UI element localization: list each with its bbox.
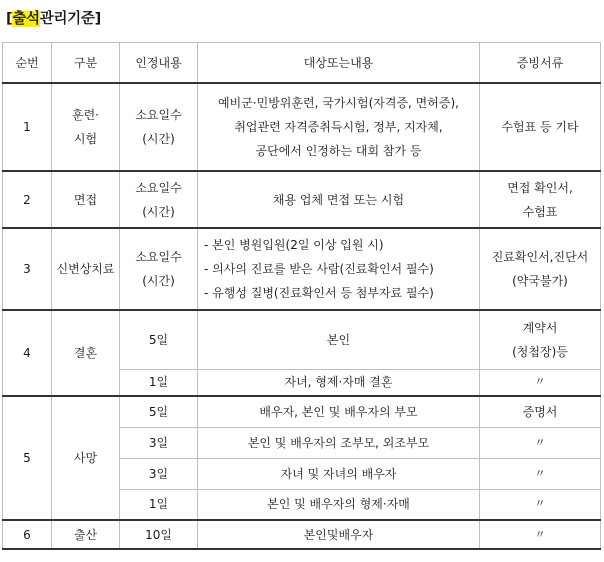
row-content: 자녀, 형제·자매 결혼 [198, 369, 480, 396]
row-content: 채용 업체 면접 또는 시험 [198, 171, 480, 228]
row-content: 예비군·민방위훈련, 국가시험(자격증, 면허증), 취업관련 자격증취득시험, 정부, 지자체, 공단에서 인정하는 대회 참가 등 [198, 83, 480, 171]
row-evidence: 〃 [480, 369, 601, 396]
header-evidence: 증빙서류 [480, 43, 601, 84]
title-bracket-open: [ [6, 11, 13, 27]
table-row [3, 171, 601, 228]
header-row [3, 43, 601, 84]
header-content: 대상또는내용 [198, 43, 480, 84]
row-recognition: 1일 [120, 489, 198, 520]
row-no: 4 [3, 310, 52, 396]
table-row [3, 83, 601, 171]
row-content: 본인및배우자 [198, 520, 480, 549]
row-recognition: 3일 [120, 458, 198, 489]
row-recognition: 5일 [120, 310, 198, 369]
row-recognition: 1일 [120, 369, 198, 396]
row-evidence: 〃 [480, 458, 601, 489]
row-content: - 본인 병원입원(2일 이상 입원 시) - 의사의 진료를 받은 사람(진료확인서 필수) - 유행성 질병(진료확인서 등 첨부자료 필수) [198, 228, 480, 310]
row-no: 2 [3, 171, 52, 228]
row-evidence: 면접 확인서, 수험표 [480, 171, 601, 228]
row-recognition: 10일 [120, 520, 198, 549]
row-recognition: 소요일수 (시간) [120, 228, 198, 310]
row-category: 신변상치료 [52, 228, 120, 310]
row-content: 자녀 및 자녀의 배우자 [198, 458, 480, 489]
row-recognition: 소요일수 (시간) [120, 83, 198, 171]
header-recognition: 인정내용 [120, 43, 198, 84]
header-category: 구분 [52, 43, 120, 84]
row-evidence: 계약서 (청첩장)등 [480, 310, 601, 369]
title-highlight: 출석 [12, 11, 40, 27]
table-row [3, 228, 601, 310]
attendance-criteria-table [2, 42, 601, 550]
row-no: 5 [3, 396, 52, 520]
row-category: 사망 [52, 396, 120, 520]
row-evidence: 수험표 등 기타 [480, 83, 601, 171]
row-evidence: 〃 [480, 520, 601, 549]
row-evidence: 〃 [480, 427, 601, 458]
row-recognition: 소요일수 (시간) [120, 171, 198, 228]
row-content: 본인 및 배우자의 형제·자매 [198, 489, 480, 520]
row-no: 6 [3, 520, 52, 549]
row-category: 결혼 [52, 310, 120, 396]
table-row [3, 396, 601, 427]
row-recognition: 3일 [120, 427, 198, 458]
row-evidence: 〃 [480, 489, 601, 520]
row-category: 면접 [52, 171, 120, 228]
header-no: 순번 [3, 43, 52, 84]
page-title [6, 7, 101, 28]
row-category: 출산 [52, 520, 120, 549]
table-row [3, 520, 601, 549]
row-content: 본인 [198, 310, 480, 369]
row-no: 3 [3, 228, 52, 310]
row-content: 본인 및 배우자의 조부모, 외조부모 [198, 427, 480, 458]
row-recognition: 5일 [120, 396, 198, 427]
row-content: 배우자, 본인 및 배우자의 부모 [198, 396, 480, 427]
row-evidence: 진료확인서,진단서 (약국불가) [480, 228, 601, 310]
row-evidence: 증명서 [480, 396, 601, 427]
row-no: 1 [3, 83, 52, 171]
title-rest: 관리기준] [39, 11, 101, 27]
row-category: 훈련· 시험 [52, 83, 120, 171]
table-row [3, 310, 601, 369]
